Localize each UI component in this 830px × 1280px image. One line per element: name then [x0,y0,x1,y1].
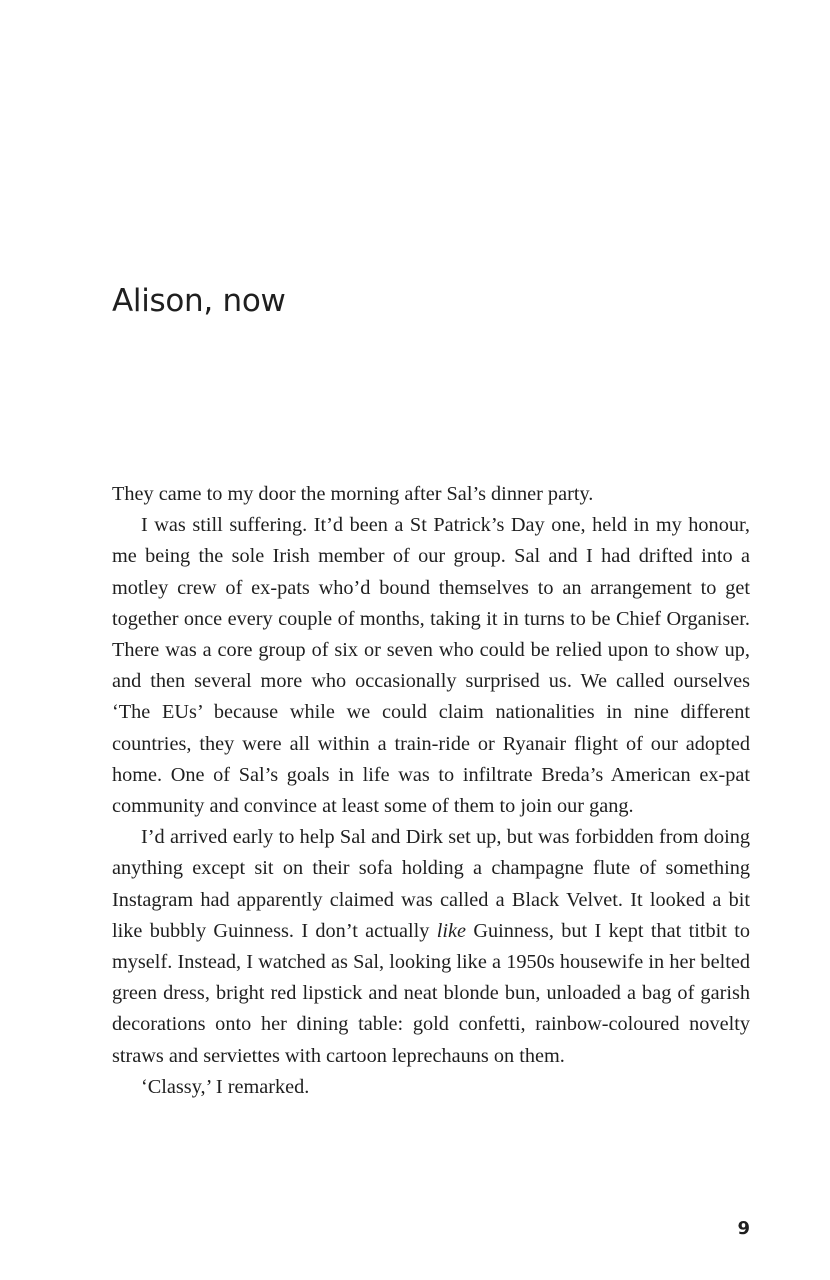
page-number: 9 [737,1218,750,1239]
paragraph-1: They came to my door the morning after Sal’s dinner party. [112,483,594,505]
paragraph-3-italic: like [436,919,466,942]
paragraph-3-text-b: Guinness, but I kept that titbit to myself. Instead, I watched as Sal, looking like a 1950s housewife in her belted green dress, bright red lipstick and neat blonde bun, unloaded a bag of garish decorations onto her dining table: gold confetti, rainbow-coloured novelty straws and serviettes with cartoon leprechauns on them. [112,919,750,1067]
chapter-title: Alison, now [112,283,286,319]
paragraph-4: ‘Classy,’ I remarked. [141,1075,310,1098]
paragraph-3 [112,822,750,1072]
paragraph-3-text-a: I’d arrived early to help Sal and Dirk set up, but was forbidden from doing anything except sit on their sofa holding a champagne flute of something Instagram had apparently claimed was called a Black Velvet. It looked a bit like bubbly Guinness. I don’t actually [112,826,750,942]
body-text [112,479,750,1103]
paragraph-2: I was still suffering. It’d been a St Patrick’s Day one, held in my honour, me being the sole Irish member of our group. Sal and I had drifted into a motley crew of ex-pats who’d bound themselves to an arrangement to get together once every couple of months, taking it in turns to be Chief Organiser. There was a core group of six or seven who could be relied upon to show up, and then several more who occasionally surprised us. We called ourselves ‘The EUs’ because while we could claim nationalities in nine different countries, they were all within a train-ride or Ryanair flight of our adopted home. One of Sal’s goals in life was to infiltrate Breda’s American ex-pat community and convince at least some of them to join our gang. [112,514,750,818]
